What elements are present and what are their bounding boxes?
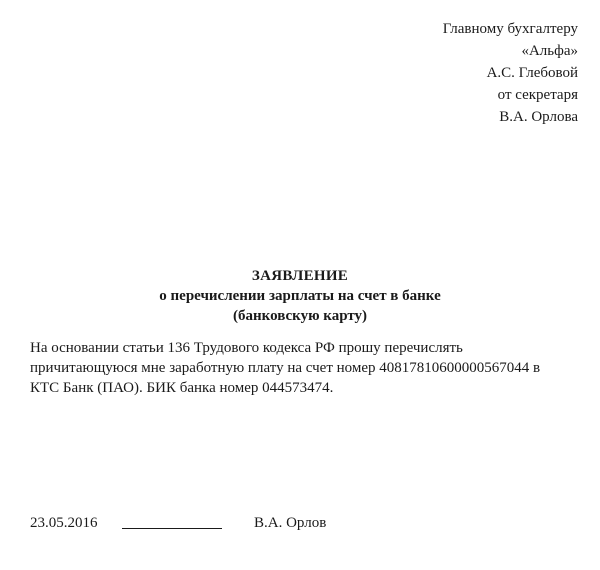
addressee-position: Главному бухгалтеру [442, 21, 578, 37]
document-body [30, 338, 590, 398]
body-line-2: причитающуюся мне заработную плату на счет номер 40817810600000567044 в [30, 360, 541, 376]
document-subtitle-line-2: (банковскую карту) [232, 308, 368, 324]
addressee-organization: «Альфа» [521, 43, 578, 59]
document-heading [0, 266, 600, 326]
document-title: ЗАЯВЛЕНИЕ [251, 268, 349, 284]
body-line-3: КТС Банк (ПАО). БИК банка номер 044573474. [30, 380, 334, 396]
sender-position: от секретаря [497, 87, 578, 103]
addressee-name: А.С. Глебовой [486, 65, 578, 81]
body-line-1: На основании статьи 136 Трудового кодекса РФ прошу перечислять [30, 340, 463, 356]
document-subtitle-line-1: о перечислении зарплаты на счет в банке [159, 288, 441, 304]
signature-date: 23.05.2016 [30, 515, 98, 531]
sender-name: В.А. Орлова [499, 109, 578, 125]
addressee-block [443, 18, 578, 128]
signature-line [122, 528, 222, 529]
signature-row [30, 512, 590, 534]
signature-name: В.А. Орлов [254, 515, 327, 531]
